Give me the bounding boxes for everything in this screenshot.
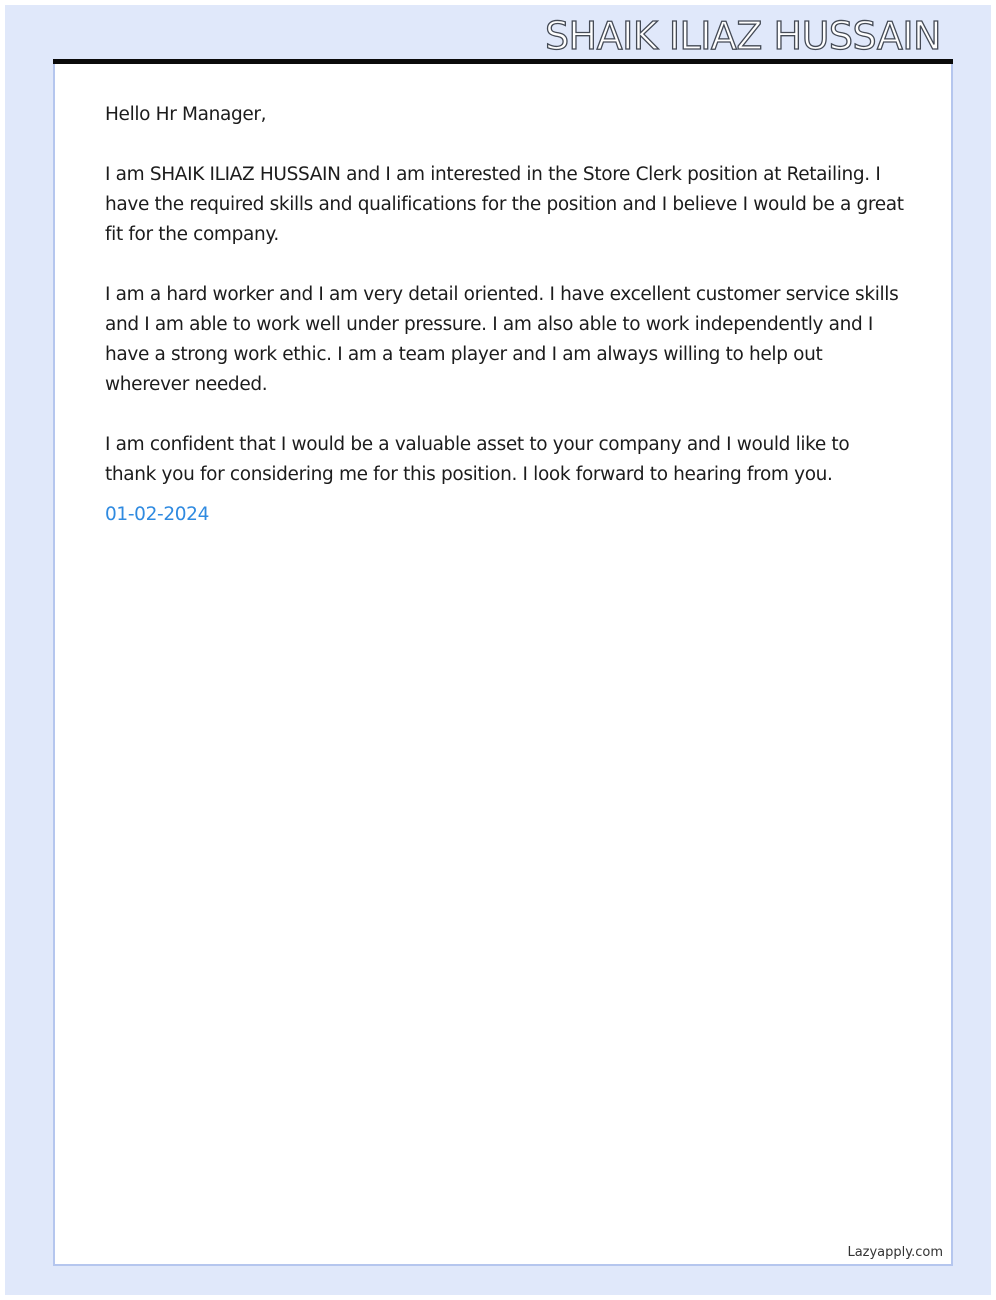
applicant-name-header: SHAIK ILIAZ HUSSAIN	[544, 14, 941, 58]
letter-paragraph-intro: I am SHAIK ILIAZ HUSSAIN and I am interested in the Store Clerk position at Retailing. I have the required skills and qualifications for the position and I believe I would be a great fit for the company.	[105, 164, 904, 245]
letter-date: 01-02-2024	[105, 504, 210, 525]
letter-paragraph-skills: I am a hard worker and I am very detail oriented. I have excellent customer service skills and I am able to work well under pressure. I am also able to work independently and I have a strong work ethic. I am a team player and I am always willing to help out wherever needed.	[105, 284, 899, 395]
letter-paragraph-closing: I am confident that I would be a valuable asset to your company and I would like to thank you for considering me for this position. I look forward to hearing from you.	[105, 434, 850, 485]
cover-letter-sheet	[53, 64, 953, 1266]
letter-body	[105, 100, 905, 530]
letter-greeting: Hello Hr Manager,	[105, 104, 267, 125]
page-frame	[5, 5, 991, 1295]
footer-brand-link[interactable]: Lazyapply.com	[847, 1245, 943, 1260]
